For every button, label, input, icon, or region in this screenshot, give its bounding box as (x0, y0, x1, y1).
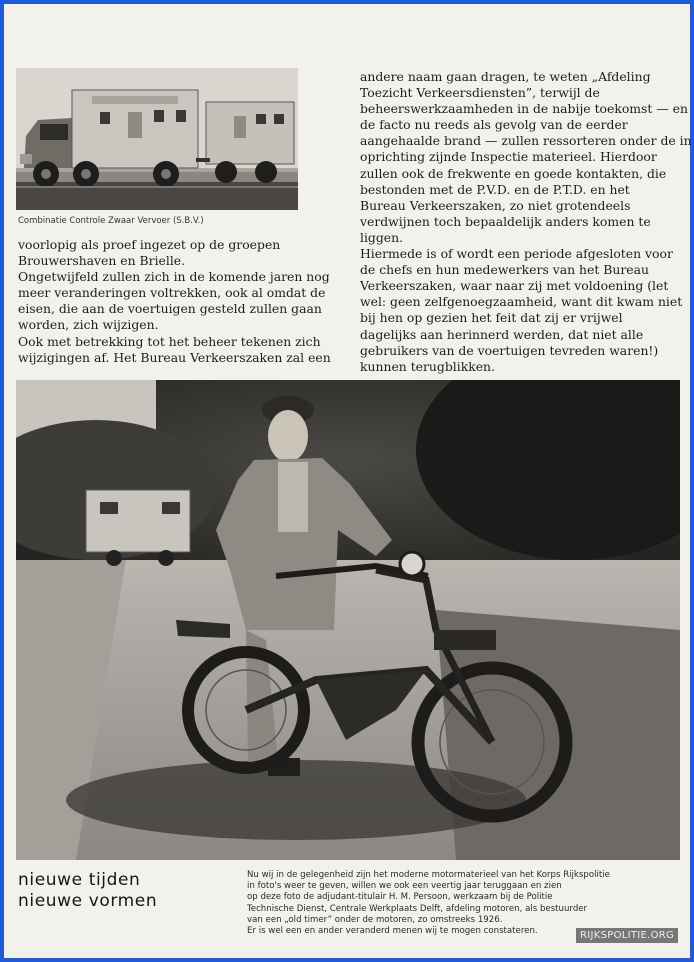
text-line: oprichting zijnde Inspectie materieel. Hierdoor (360, 149, 657, 165)
text-line: de chefs en hun medewerkers van het Bureau (360, 262, 649, 278)
source-watermark: RIJKSPOLITIE.ORG (576, 928, 678, 943)
text-line: worden, zich wijzigen. (18, 317, 159, 333)
motorcycle-photo (16, 380, 680, 860)
text-line: Ook met betrekking tot het beheer tekenen zich (18, 333, 321, 349)
text-line: kunnen terugblikken. (360, 358, 495, 374)
text-line: Bureau Verkeerszaken, zo niet grotendeels (360, 197, 631, 213)
text-line: voorlopig als proef ingezet op de groepen (18, 237, 281, 252)
text-line: Verkeerszaken, waar naar zij met voldoening (let (360, 278, 669, 294)
text-line: aangehaalde brand — zullen ressorteren onder de in (360, 133, 692, 149)
text-line: bij hen op gezien het feit dat zij er vrijwel (360, 310, 623, 326)
caption-line: Nu wij in de gelegenheid zijn het moderne motormaterieel van het Korps Rijkspolitie (247, 870, 610, 880)
headline (18, 870, 157, 912)
headline-line: nieuwe vormen (18, 891, 158, 911)
truck-photo-caption: Combinatie Controle Zwaar Vervoer (S.B.V.) (18, 216, 204, 226)
text-line: Ongetwijfeld zullen zich in de komende jaren nog (18, 269, 330, 285)
text-line: meer veranderingen voltrekken, ook al omdat de (18, 285, 326, 301)
caption-line: van een „old timer” onder de motoren, zo omstreeks 1926. (247, 914, 503, 925)
text-line: beheerswerkzaamheden in de nabije toekomst — en (360, 101, 688, 117)
text-line: Brouwershaven en Brielle. (18, 253, 186, 269)
text-line: eisen, die aan de voertuigen gesteld zullen gaan (18, 301, 322, 317)
text-line: zullen ook de frekwente en goede kontakten, die (360, 165, 667, 181)
text-line: Toezicht Verkeersdiensten”, terwijl de (360, 85, 600, 101)
text-line: dagelijks aan herinnerd werden, dat niet alle (360, 326, 644, 342)
magazine-page (3, 3, 691, 959)
text-line: liggen. (360, 229, 404, 245)
caption-line: Er is wel een en ander veranderd menen wij te mogen constateren. (247, 926, 538, 937)
caption-line: in foto's weer te geven, willen we ook een veertig jaar teruggaan en zien (247, 881, 562, 892)
text-line: gebruikers van de voertuigen tevreden waren!) (360, 342, 659, 358)
right-column-text (360, 69, 692, 375)
text-line: andere naam gaan dragen, te weten „Afdeling (360, 69, 651, 84)
caption-line: op deze foto de adjudant-titulair H. M. Persoon, werkzaam bij de Politie (247, 892, 553, 903)
left-column-text (18, 237, 331, 366)
text-line: wijzigingen af. Het Bureau Verkeerszaken zal een (18, 349, 331, 365)
text-line: Hiermede is of wordt een periode afgesloten voor (360, 246, 673, 262)
text-line: verdwijnen toch bepaaldelijk anders komen te (360, 213, 651, 229)
headline-line: nieuwe tijden (18, 870, 141, 890)
caption-line: Technische Dienst, Centrale Werkplaats Delft, afdeling motoren, als bestuurder (247, 903, 588, 914)
text-line: de facto nu reeds als gevolg van de eerder (360, 117, 628, 133)
text-line: bestonden met de P.V.D. en de P.T.D. en het (360, 181, 630, 197)
text-line: wel: geen zelfgenoegzaamheid, want dit kwam niet (360, 294, 683, 310)
truck-trailer-photo (16, 68, 298, 210)
